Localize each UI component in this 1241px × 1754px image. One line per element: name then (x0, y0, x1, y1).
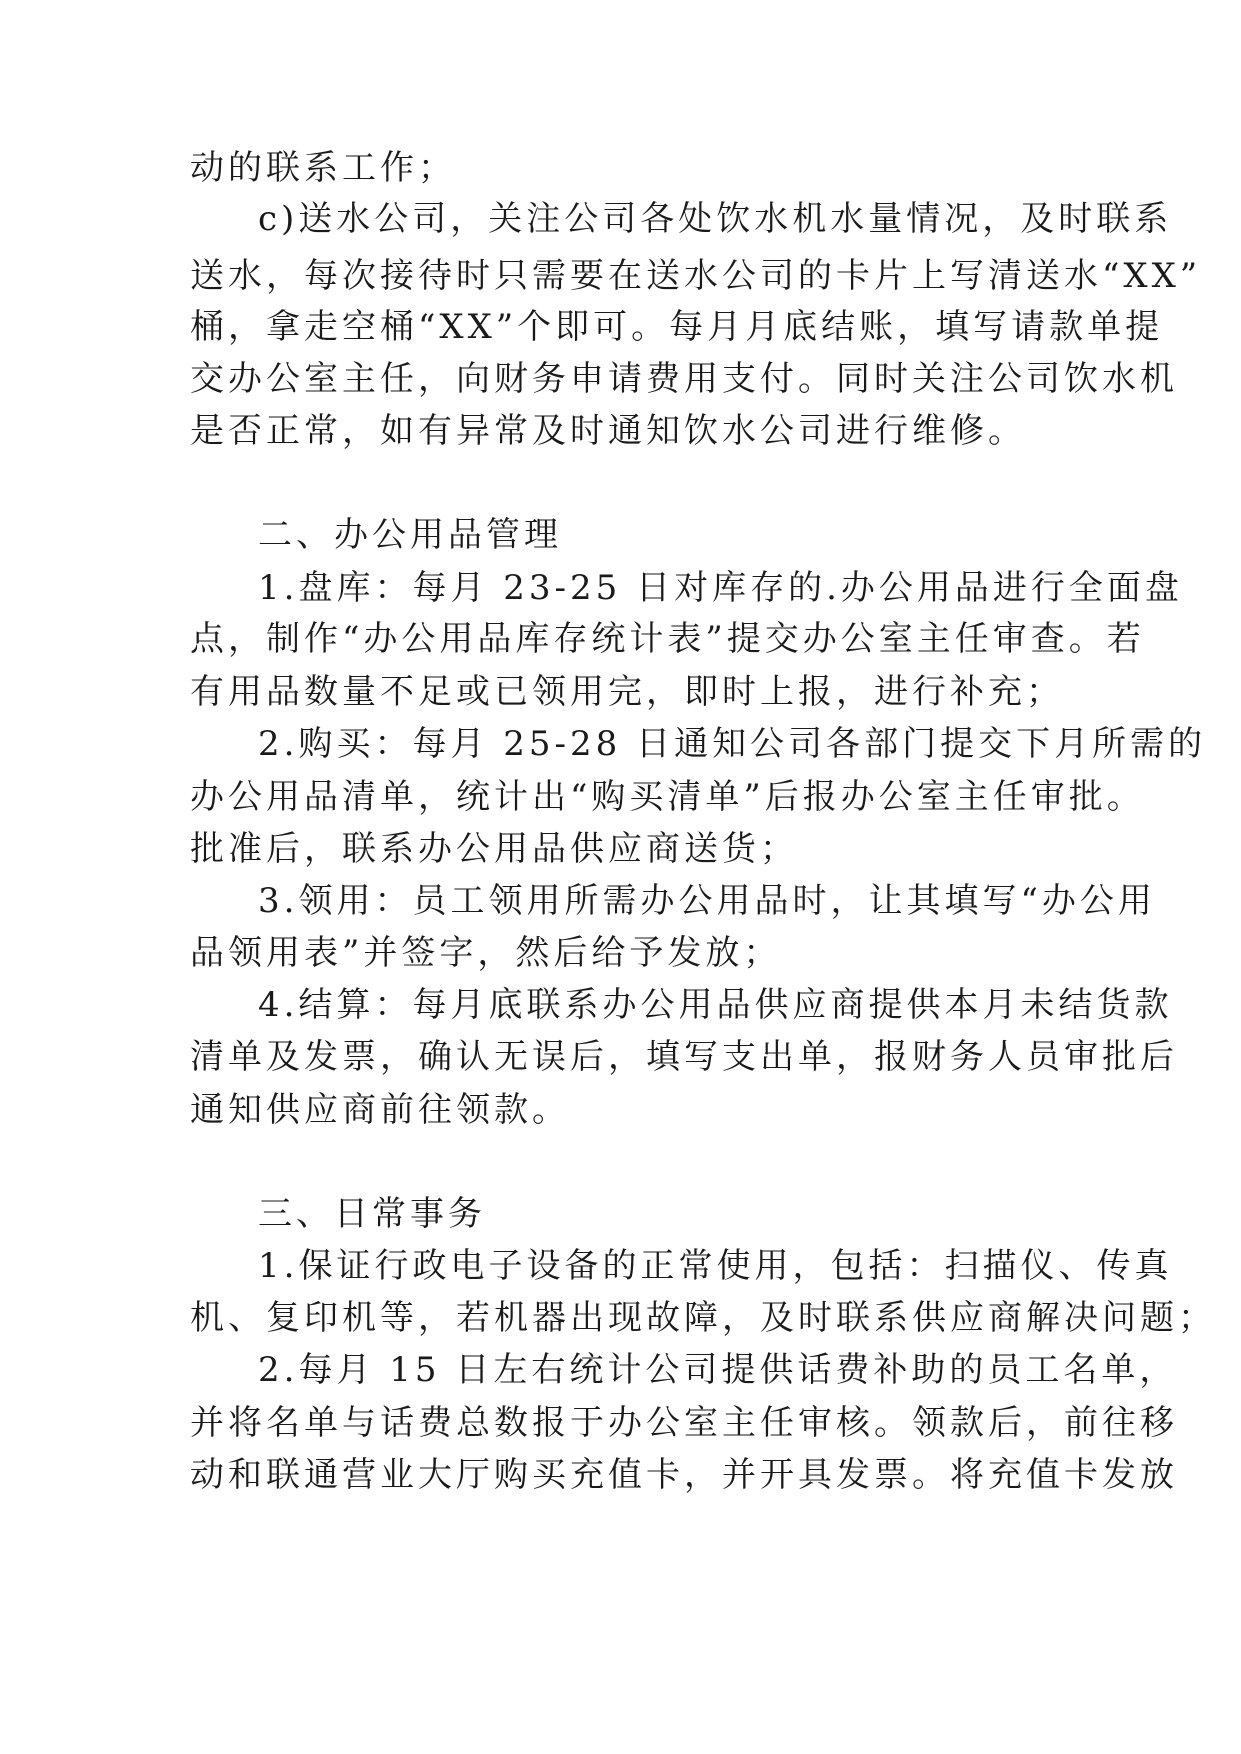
body-line: 1.保证行政电子设备的正常使用，包括：扫描仪、传真 (258, 1246, 1173, 1286)
body-line: 动和联通营业大厅购买充值卡，并开具发票。将充值卡发放 (190, 1455, 1178, 1495)
body-line: 1.盘库：每月 23-25 日对库存的.办公用品进行全面盘 (258, 568, 1183, 608)
body-line: 通知供应商前往领款。 (190, 1090, 570, 1130)
body-line: 并将名单与话费总数报于办公室主任审核。领款后，前往移 (190, 1403, 1178, 1443)
body-line: c)送水公司，关注公司各处饮水机水量情况，及时联系 (258, 199, 1173, 239)
body-line: 点，制作“办公用品库存统计表”提交办公室主任审查。若 (190, 619, 1145, 659)
body-line: 3.领用：员工领用所需办公用品时，让其填写“办公用 (258, 881, 1156, 921)
body-line: 是否正常，如有异常及时通知饮水公司进行维修。 (190, 411, 1026, 451)
section-heading: 三、日常事务 (258, 1194, 486, 1234)
body-line: 有用品数量不足或已领用完，即时上报，进行补充； (190, 672, 1064, 712)
body-line: 交办公室主任，向财务申请费用支付。同时关注公司饮水机 (190, 359, 1178, 399)
body-line: 办公用品清单，统计出“购买清单”后报办公室主任审批。 (190, 777, 1145, 817)
body-line: 2.购买：每月 25-28 日通知公司各部门提交下月所需的 (258, 724, 1207, 764)
body-line: 动的联系工作； (190, 148, 456, 188)
body-line: 2.每月 15 日左右统计公司提供话费补助的员工名单， (258, 1350, 1178, 1390)
body-line: 机、复印机等，若机器出现故障，及时联系供应商解决问题； (190, 1298, 1216, 1338)
body-line: 品领用表”并签字，然后给予发放； (190, 933, 782, 973)
body-line: 送水，每次接待时只需要在送水公司的卡片上写清送水“XX” (190, 256, 1202, 296)
body-line: 批准后，联系办公用品供应商送货； (190, 829, 798, 869)
body-line: 4.结算：每月底联系办公用品供应商提供本月未结货款 (258, 985, 1173, 1025)
body-line: 清单及发票，确认无误后，填写支出单，报财务人员审批后 (190, 1037, 1178, 1077)
body-line: 桶，拿走空桶“XX”个即可。每月月底结账，填写请款单提 (190, 307, 1164, 347)
section-heading: 二、办公用品管理 (258, 515, 562, 555)
